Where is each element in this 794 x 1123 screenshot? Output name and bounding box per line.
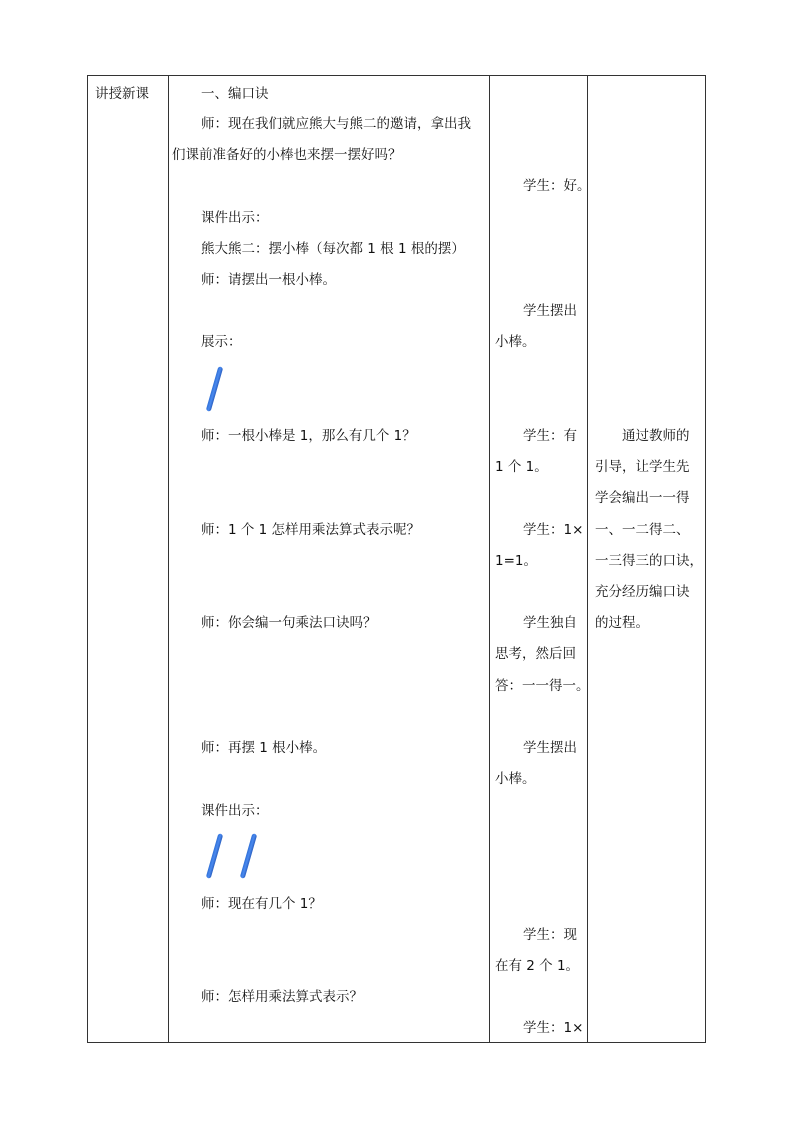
heading: 一、编口诀 [201, 86, 269, 102]
column-divider [587, 76, 588, 1042]
student-line: 学生摆出 [523, 740, 577, 756]
student-line: 学生独自 [523, 615, 577, 631]
teacher-line: 师：1 个 1 怎样用乘法算式表示呢？ [201, 522, 421, 538]
intent-line: 学会编出一一得 [595, 490, 690, 506]
teacher-line: 们课前准备好的小棒也来摆一摆好吗？ [172, 147, 402, 163]
student-line: 学生：好。 [523, 178, 591, 194]
intent-line: 充分经历编口诀 [595, 584, 690, 600]
intent-line: 的过程。 [595, 615, 649, 631]
student-line: 学生：有 [523, 428, 577, 444]
column-divider [168, 76, 169, 1042]
teacher-line: 展示： [201, 334, 242, 350]
teacher-line: 师：你会编一句乘法口诀吗？ [201, 615, 377, 631]
teacher-line: 课件出示： [201, 210, 269, 226]
student-line: 学生摆出 [523, 303, 577, 319]
student-line: 1=1。 [495, 553, 537, 569]
intent-line: 一三得三的口诀， [595, 553, 703, 569]
column-divider [489, 76, 490, 1042]
intent-line: 一、一二得二、 [595, 522, 690, 538]
intent-line: 通过教师的 [622, 428, 690, 444]
student-line: 答：一一得一。 [495, 678, 590, 694]
student-line: 学生：1× [523, 1020, 584, 1036]
teacher-line: 熊大熊二：摆小棒（每次都 1 根 1 根的摆） [201, 241, 465, 257]
teacher-line: 师：请摆出一根小棒。 [201, 272, 336, 288]
student-line: 学生：1× [523, 522, 584, 538]
student-line: 学生：现 [523, 927, 577, 943]
teacher-line: 师：怎样用乘法算式表示？ [201, 989, 363, 1005]
teacher-line: 师：再摆 1 根小棒。 [201, 740, 327, 756]
teacher-line: 师：一根小棒是 1，那么有几个 1？ [201, 428, 416, 444]
student-line: 1 个 1。 [495, 459, 548, 475]
teacher-line: 师：现在我们就应熊大与熊二的邀请，拿出我 [201, 116, 471, 132]
section-label: 讲授新课 [95, 86, 149, 102]
teacher-line: 课件出示： [201, 803, 269, 819]
student-line: 在有 2 个 1。 [495, 958, 580, 974]
teacher-line: 师：现在有几个 1？ [201, 896, 322, 912]
intent-line: 引导，让学生先 [595, 459, 690, 475]
student-line: 思考，然后回 [495, 646, 576, 662]
student-line: 小棒。 [495, 334, 536, 350]
student-line: 小棒。 [495, 771, 536, 787]
